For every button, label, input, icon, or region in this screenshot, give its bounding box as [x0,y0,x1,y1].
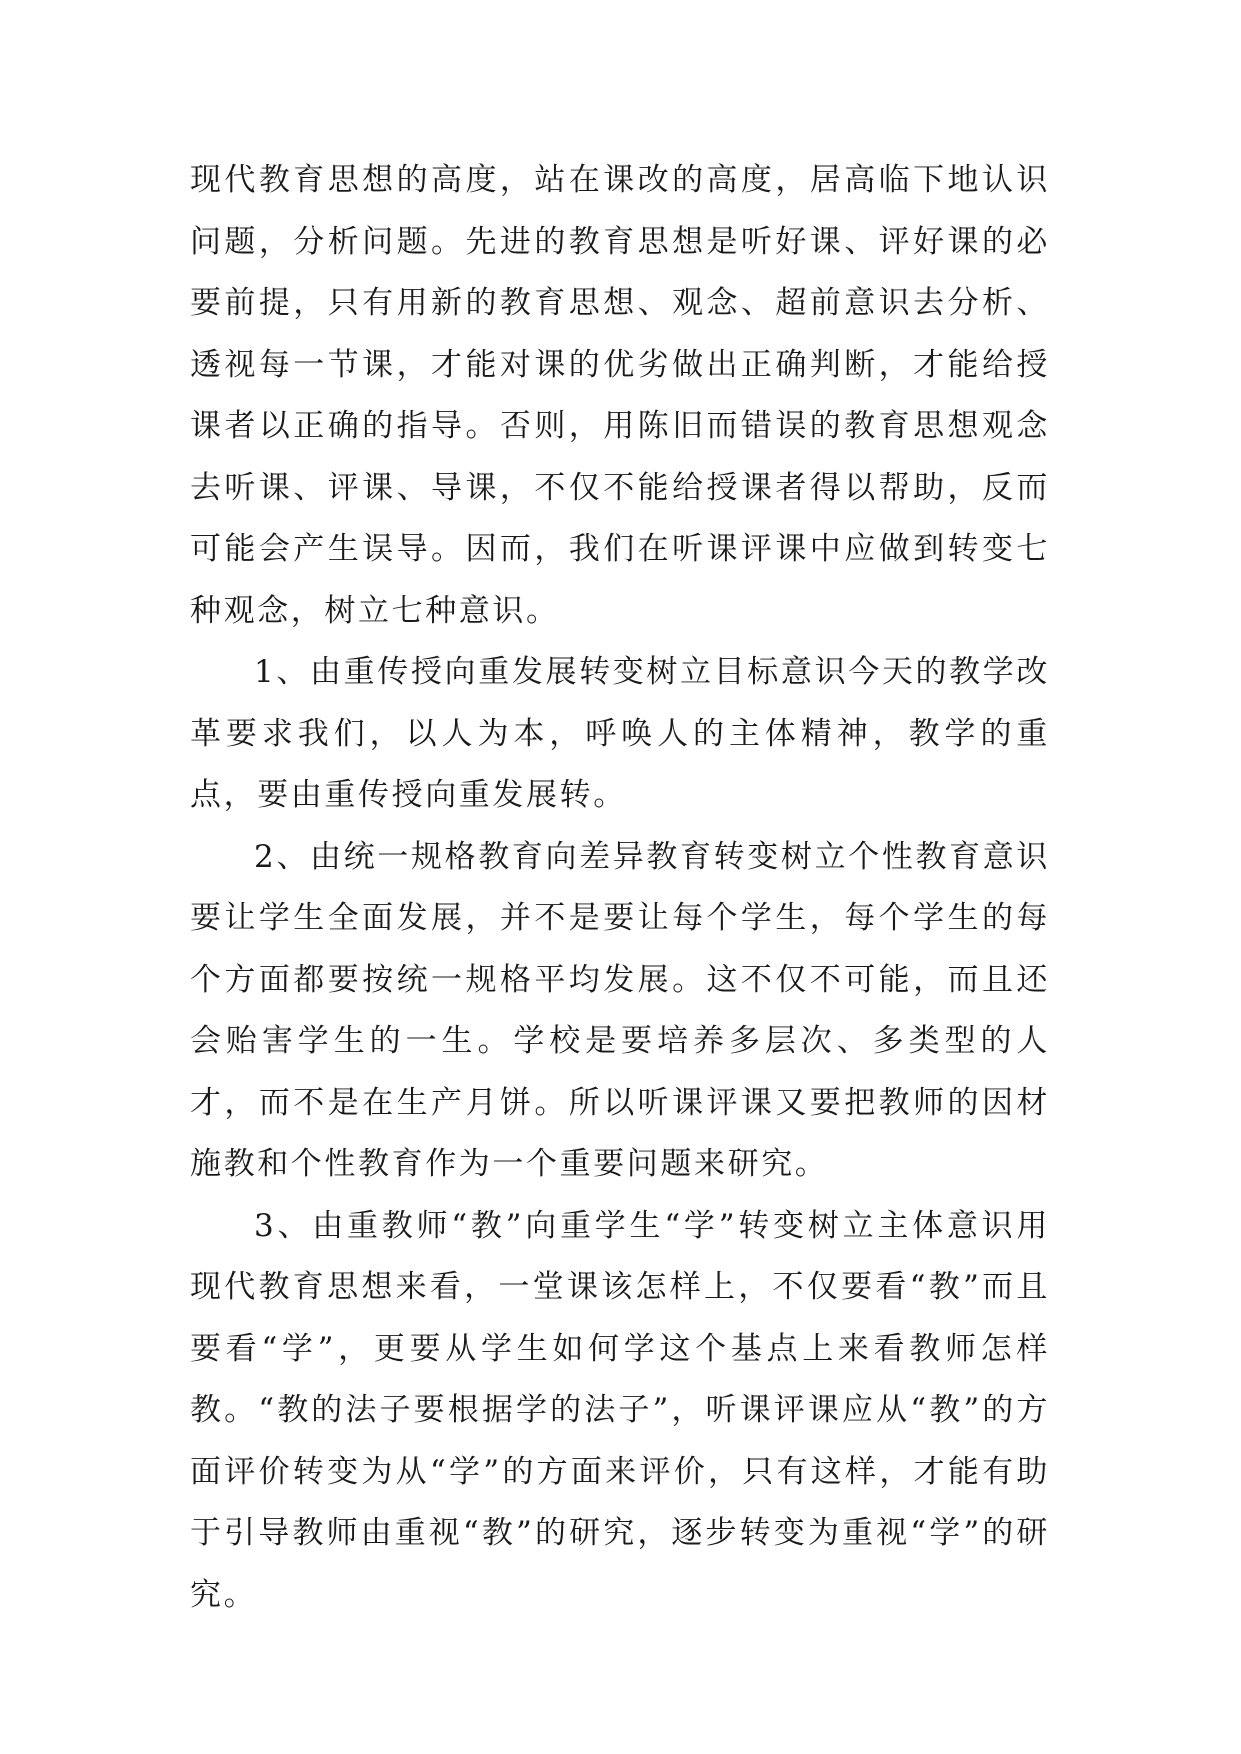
paragraph-point-3: 3、由重教师“教”向重学生“学”转变树立主体意识用现代教育思想来看，一堂课该怎样上，不仅要看“教”而且要看“学”，更要从学生如何学这个基点上来看教师怎样教。“教的法子要根据学的法子”，听课评课应从“教”的方面评价转变为从“学”的方面来评价，只有这样，才能有助于引导教师由重视“教”的研究，逐步转变为重视“学”的研究。 [190,1207,1050,1613]
paragraph-continuation: 现代教育思想的高度，站在课改的高度，居高临下地认识问题，分析问题。先进的教育思想是听好课、评好课的必要前提，只有用新的教育思想、观念、超前意识去分析、透视每一节课，才能对课的优劣做出正确判断，才能给授课者以正确的指导。否则，用陈旧而错误的教育思想观念去听课、评课、导课，不仅不能给授课者得以帮助，反而可能会产生误导。因而，我们在听课评课中应做到转变七种观念，树立七种意识。 [190,162,1050,629]
paragraph-point-1: 1、由重传授向重发展转变树立目标意识今天的教学改革要求我们，以人为本，呼唤人的主体精神，教学的重点，要由重传授向重发展转。 [190,654,1050,813]
document-body [190,150,1050,1626]
paragraph-point-2: 2、由统一规格教育向差异教育转变树立个性教育意识要让学生全面发展，并不是要让每个学生，每个学生的每个方面都要按统一规格平均发展。这不仅不可能，而且还会贻害学生的一生。学校是要培养多层次、多类型的人才，而不是在生产月饼。所以听课评课又要把教师的因材施教和个性教育作为一个重要问题来研究。 [190,838,1050,1182]
